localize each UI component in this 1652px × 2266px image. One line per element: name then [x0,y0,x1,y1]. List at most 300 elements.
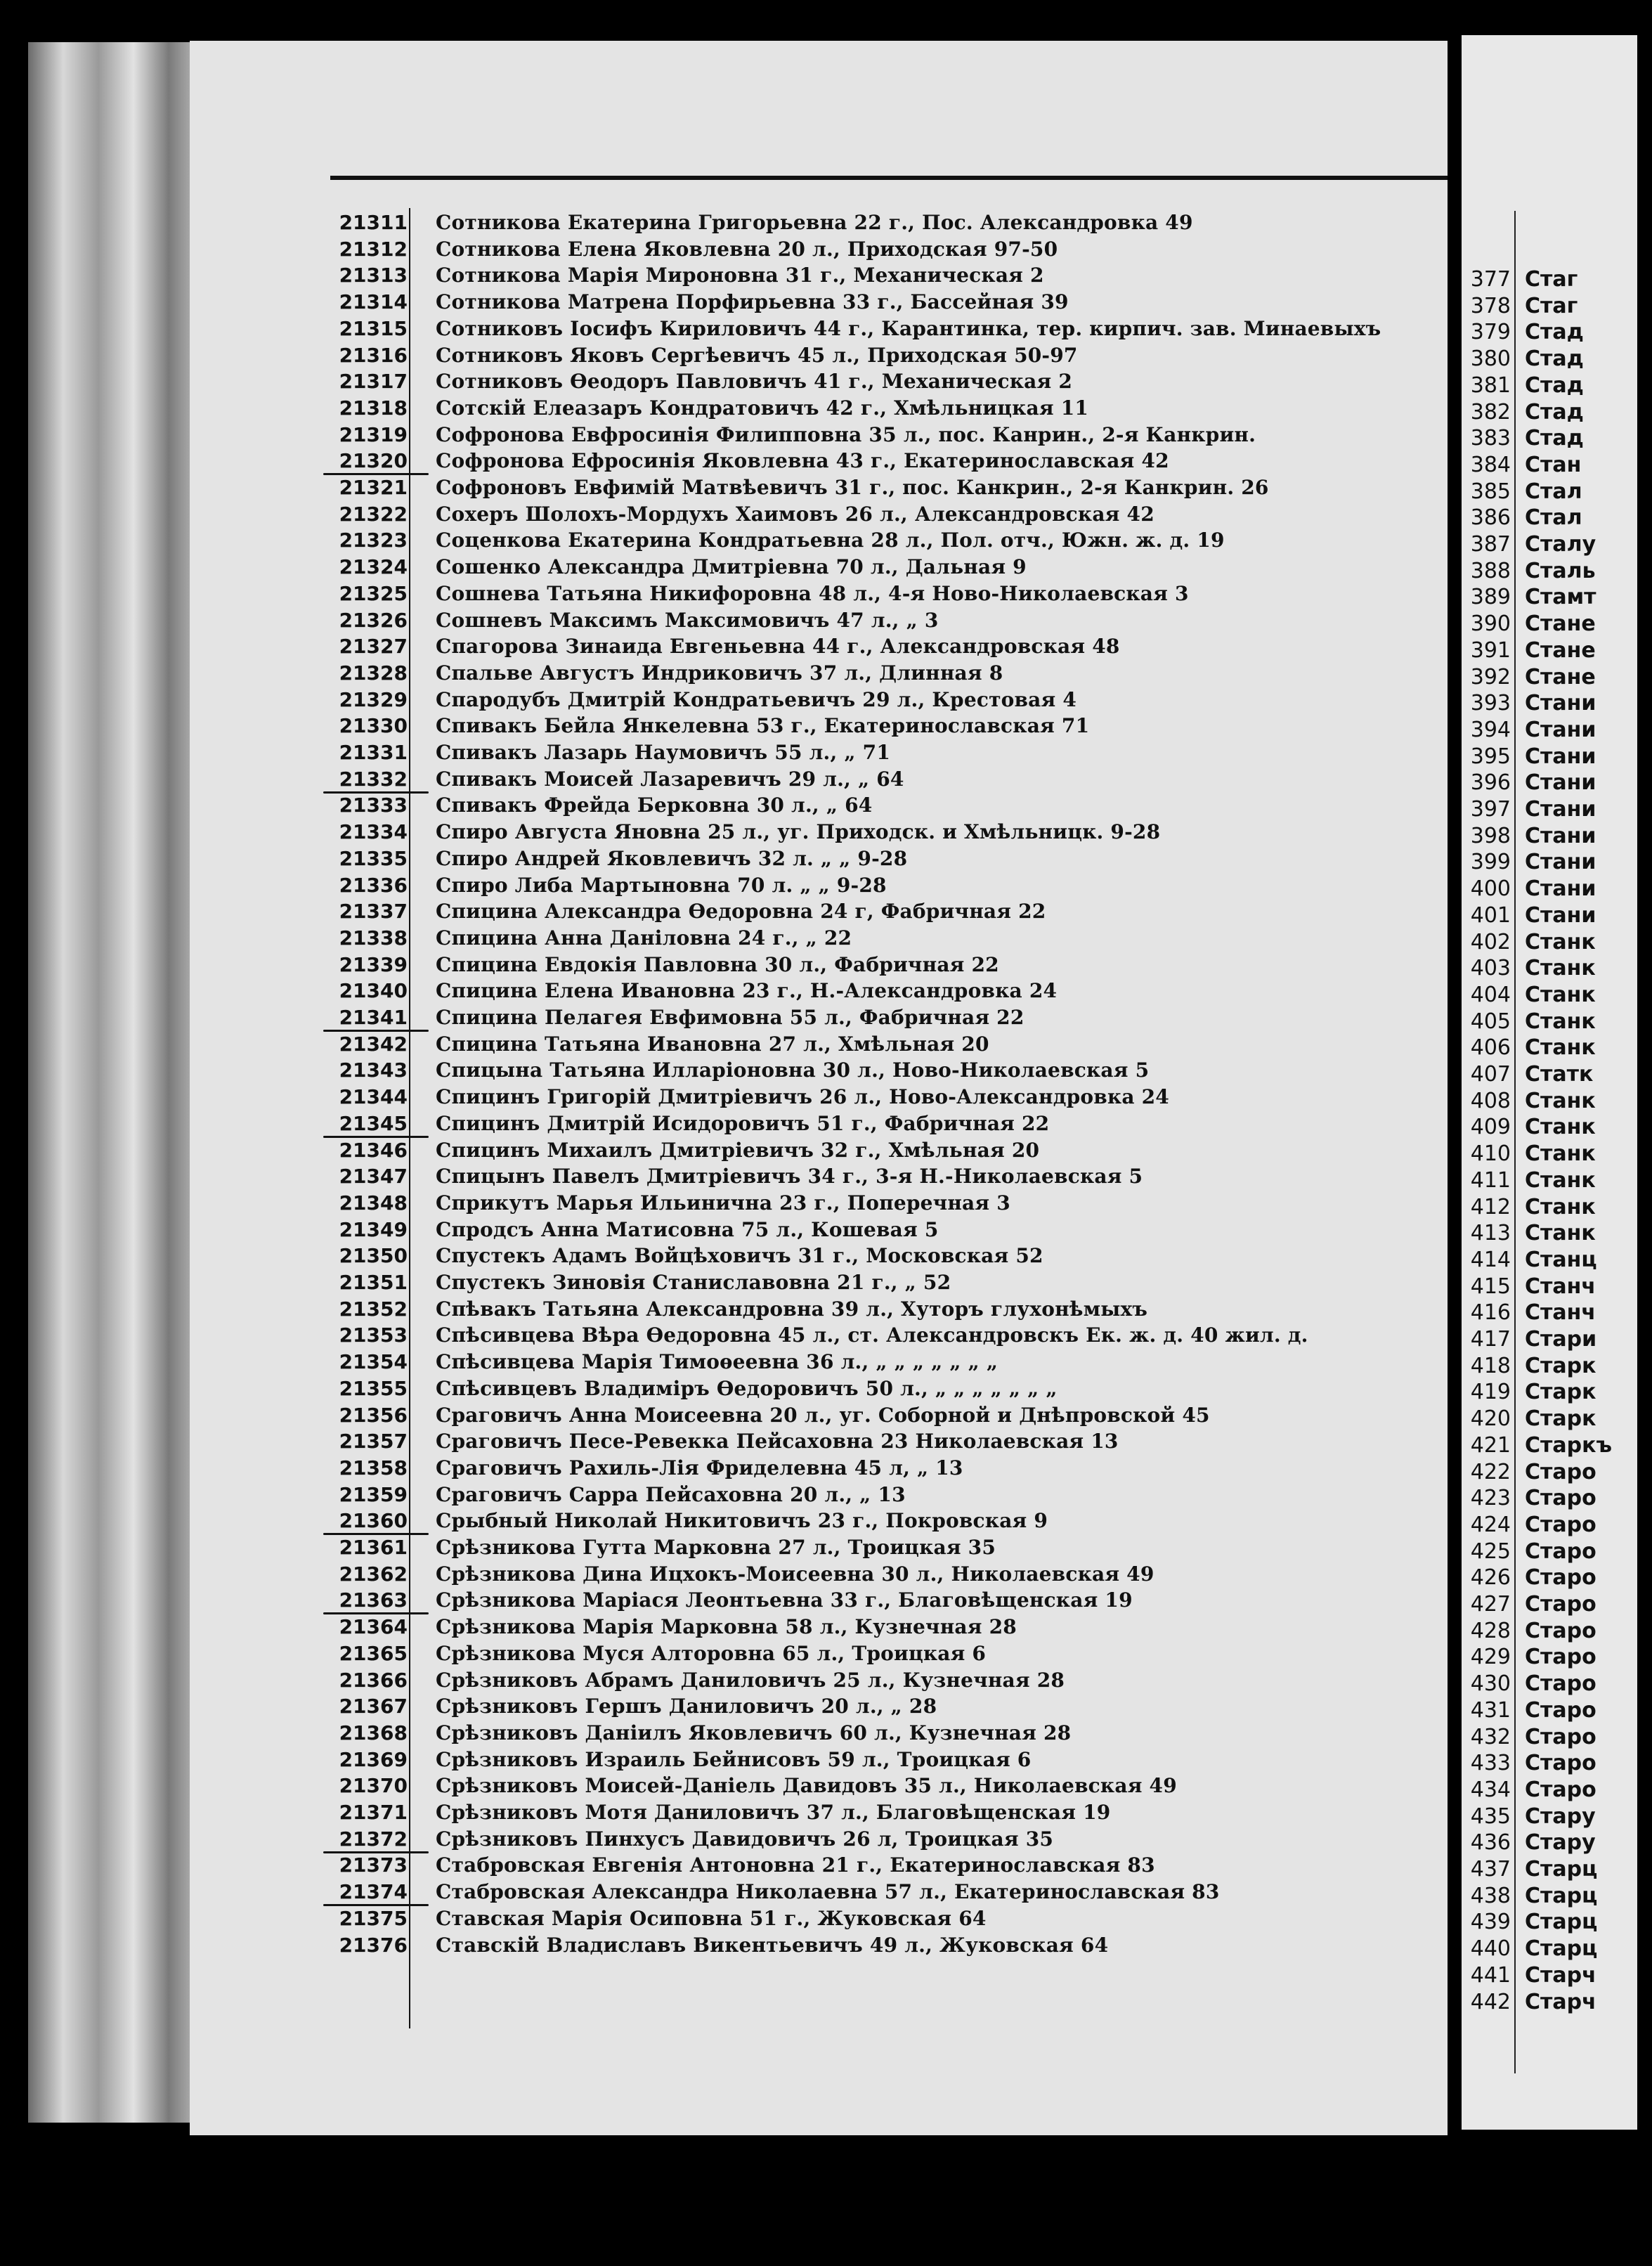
entry-number: 21358 [339,1456,408,1480]
facing-entry-number: 441 [1470,1962,1511,1988]
list-item [309,476,1448,503]
list-item [309,820,1448,847]
list-item [309,609,1448,635]
facing-page-item [1462,1486,1637,1513]
facing-entry-text: Стару [1525,1804,1596,1829]
facing-page-item [1462,1274,1637,1301]
facing-page-item [1462,453,1637,479]
facing-page-item [1462,611,1637,638]
facing-entry-text: Станк [1525,1141,1596,1167]
facing-entry-text: Старц [1525,1883,1598,1908]
list-item [309,900,1448,926]
entry-text: Сотниковъ Іосифъ Кириловичъ 44 г., Карантинка, тер. кирпич. зав. Минаевыхъ [436,316,1381,340]
entry-number: 21332 [339,767,408,791]
entry-number: 21317 [339,370,408,394]
list-item [309,1774,1448,1801]
facing-page-item [1462,294,1637,321]
facing-entry-number: 386 [1470,505,1511,531]
facing-entry-text: Старо [1525,1565,1596,1591]
facing-entry-number: 427 [1470,1592,1511,1617]
list-item [309,661,1448,688]
list-item [309,1297,1448,1324]
facing-entry-number: 442 [1470,1989,1511,2014]
facing-entry-number: 377 [1470,267,1511,292]
facing-page [1462,35,1637,2130]
entry-text: Спародубъ Дмитрій Кондратьевичъ 29 л., Крестовая 4 [436,687,1077,711]
facing-entry-number: 378 [1470,293,1511,318]
facing-entry-text: Стал [1525,505,1582,531]
entry-text: Спиро Либа Мартыновна 70 л. „ „ 9-28 [436,873,887,897]
facing-entry-number: 436 [1470,1830,1511,1856]
entry-text: Срѣзникова Дина Ицхокъ-Моисеевна 30 л., Николаевская 49 [436,1562,1155,1586]
facing-page-item [1462,1910,1637,1936]
facing-entry-number: 390 [1470,611,1511,637]
entry-number: 21341 [339,1006,408,1029]
facing-entry-number: 398 [1470,823,1511,848]
facing-page-item [1462,1513,1637,1539]
list-item [309,1323,1448,1350]
entry-number: 21353 [339,1323,408,1347]
entry-number: 21356 [339,1403,408,1427]
entry-text: Спиро Августа Яновна 25 л., уг. Приходск. и Хмѣльницк. 9-28 [436,820,1161,844]
facing-entry-text: Старо [1525,1486,1596,1511]
entry-number: 21311 [339,211,408,234]
facing-page-item [1462,532,1637,559]
list-item [309,211,1448,238]
list-item [309,1085,1448,1112]
facing-page-item [1462,691,1637,718]
entry-text: Срѣзникова Муся Алторовна 65 л., Троицкая 6 [436,1641,987,1665]
facing-page-item [1462,1830,1637,1857]
list-item [309,503,1448,529]
facing-entry-text: Старо [1525,1512,1596,1537]
entry-text: Срѣзниковъ Пинхусъ Давидовичъ 26 л, Троицкая 35 [436,1827,1054,1851]
entry-text: Спѣвакъ Татьяна Александровна 39 л., Хуторъ глухонѣмыхъ [436,1297,1148,1321]
entry-text: Сошенко Александра Дмитріевна 70 л., Дальная 9 [436,555,1027,579]
facing-entry-number: 418 [1470,1353,1511,1378]
list-item [309,1218,1448,1245]
facing-entry-number: 399 [1470,850,1511,875]
entry-number: 21330 [339,714,408,738]
facing-entry-number: 422 [1470,1459,1511,1484]
list-item [309,1058,1448,1085]
facing-entry-text: Статк [1525,1062,1594,1087]
facing-entry-number: 404 [1470,982,1511,1007]
facing-entry-text: Старо [1525,1671,1596,1697]
facing-entry-text: Стамт [1525,585,1596,610]
facing-page-item [1462,1168,1637,1195]
entry-number: 21342 [339,1032,408,1056]
facing-entry-text: Стани [1525,717,1596,742]
facing-page-item [1462,824,1637,850]
entry-text: Сошневъ Максимъ Максимовичъ 47 л., „ 3 [436,608,939,632]
facing-page-item [1462,876,1637,903]
facing-entry-number: 394 [1470,717,1511,742]
facing-page-item [1462,400,1637,427]
facing-page-item [1462,559,1637,585]
list-item [309,979,1448,1006]
entry-number: 21372 [339,1827,408,1851]
facing-page-item [1462,638,1637,665]
facing-entry-number: 429 [1470,1645,1511,1670]
list-item [309,1536,1448,1562]
list-item [309,1350,1448,1377]
entry-text: Сотникова Екатерина Григорьевна 22 г., Пос. Александровка 49 [436,211,1193,234]
facing-entry-text: Старкъ [1525,1432,1613,1458]
facing-page-item [1462,983,1637,1009]
entry-text: Сраговичъ Сарра Пейсаховна 20 л., „ 13 [436,1482,906,1506]
facing-entry-text: Стани [1525,797,1596,822]
list-item [309,1853,1448,1880]
facing-page-item [1462,1115,1637,1141]
entry-text: Софронова Ефросинія Яковлевна 43 г., Екатеринославская 42 [436,449,1169,473]
facing-entry-text: Станк [1525,982,1596,1007]
facing-entry-text: Станк [1525,1221,1596,1246]
facing-page-item [1462,585,1637,611]
facing-page-item [1462,1698,1637,1725]
facing-entry-number: 400 [1470,876,1511,902]
facing-page-item [1462,1936,1637,1963]
entry-number: 21314 [339,290,408,314]
facing-entry-text: Станк [1525,1088,1596,1113]
facing-page-item [1462,1857,1637,1884]
facing-page-item [1462,903,1637,930]
facing-entry-text: Станк [1525,1035,1596,1061]
list-item [309,1827,1448,1854]
entry-text: Сотниковъ Яковъ Сергѣевичъ 45 л., Приходская 50-97 [436,343,1078,367]
pen-underline [323,1851,429,1853]
entry-number: 21324 [339,555,408,579]
facing-entry-text: Стад [1525,399,1584,425]
entry-text: Спустекъ Зиновія Станиславовна 21 г., „ 52 [436,1271,951,1294]
entry-text: Спѣсивцева Марія Тимоѳеевна 36 л., „ „ „ „ „ „ „ [436,1350,999,1374]
facing-entry-number: 412 [1470,1194,1511,1219]
facing-entry-number: 430 [1470,1671,1511,1697]
entry-text: Ставскій Владиславъ Викентьевичъ 49 л., Жуковская 64 [436,1933,1109,1957]
facing-entry-text: Старо [1525,1592,1596,1617]
entry-number: 21337 [339,900,408,924]
facing-entry-number: 414 [1470,1247,1511,1272]
list-item [309,1165,1448,1191]
facing-entry-text: Стани [1525,823,1596,848]
entry-text: Спицина Татьяна Ивановна 27 л., Хмѣльная 20 [436,1032,989,1056]
entry-text: Софронова Евфросинія Филипповна 35 л., пос. Канрин., 2-я Канкрин. [436,422,1256,446]
facing-entry-number: 425 [1470,1539,1511,1564]
entry-number: 21362 [339,1562,408,1586]
facing-page-item [1462,797,1637,824]
facing-entry-text: Старо [1525,1645,1596,1670]
entry-text: Стабровская Евгенія Антоновна 21 г., Екатеринославская 83 [436,1853,1155,1877]
entry-text: Срѣзникова Гутта Марковна 27 л., Троицкая 35 [436,1536,996,1559]
facing-page-item [1462,956,1637,983]
entry-number: 21361 [339,1536,408,1559]
facing-page-item [1462,347,1637,373]
entry-number: 21369 [339,1747,408,1771]
pen-underline [323,473,429,475]
list-item [309,238,1448,264]
entry-number: 21375 [339,1906,408,1930]
facing-entry-text: Станц [1525,1247,1597,1272]
entry-number: 21327 [339,635,408,659]
facing-page-item [1462,665,1637,692]
entry-number: 21335 [339,846,408,870]
entry-text: Срѣзниковъ Мотя Даниловичъ 37 л., Благовѣщенская 19 [436,1801,1111,1824]
facing-entry-number: 434 [1470,1777,1511,1802]
facing-entry-text: Станч [1525,1274,1596,1299]
facing-entry-number: 402 [1470,929,1511,954]
facing-entry-text: Старч [1525,1962,1596,1988]
facing-entry-text: Старч [1525,1989,1596,2014]
facing-entry-text: Старк [1525,1380,1596,1405]
list-item [309,1456,1448,1483]
facing-entry-number: 413 [1470,1221,1511,1246]
entry-text: Спиро Андрей Яковлевичъ 32 л. „ „ 9-28 [436,846,908,870]
entry-number: 21351 [339,1271,408,1294]
facing-entry-number: 396 [1470,770,1511,796]
facing-entry-number: 389 [1470,585,1511,610]
list-item [309,688,1448,715]
facing-entry-number: 381 [1470,373,1511,398]
entry-number: 21348 [339,1191,408,1215]
entry-text: Сотниковъ Ѳеодоръ Павловичъ 41 г., Механическая 2 [436,370,1073,394]
list-item [309,1748,1448,1775]
facing-entry-text: Стад [1525,426,1584,451]
facing-entry-number: 428 [1470,1618,1511,1643]
facing-entry-text: Станк [1525,956,1596,981]
list-item [309,1907,1448,1934]
facing-page-item [1462,1354,1637,1380]
entry-number: 21325 [339,581,408,605]
entry-number: 21328 [339,661,408,685]
facing-page-item [1462,1671,1637,1698]
list-item [309,1377,1448,1404]
entry-number: 21366 [339,1668,408,1692]
facing-entry-number: 383 [1470,426,1511,451]
list-item [309,423,1448,450]
entry-number: 21364 [339,1615,408,1639]
entry-text: Сотникова Марія Мироновна 31 г., Механическая 2 [436,264,1044,287]
entry-number: 21346 [339,1138,408,1162]
facing-entry-text: Старц [1525,1910,1598,1935]
list-item [309,1191,1448,1218]
entry-number: 21355 [339,1376,408,1400]
list-item [309,635,1448,661]
facing-entry-text: Стани [1525,744,1596,769]
entry-number: 21368 [339,1721,408,1744]
facing-page-item [1462,267,1637,294]
facing-page-item [1462,1460,1637,1487]
facing-entry-number: 415 [1470,1274,1511,1299]
entry-text: Спицина Пелагея Евфимовна 55 л., Фабричная 22 [436,1006,1025,1029]
list-item [309,1615,1448,1642]
entry-number: 21333 [339,794,408,817]
list-item [309,396,1448,423]
entry-text: Спицина Анна Даніловна 24 г., „ 22 [436,926,852,950]
pen-underline [323,1136,429,1138]
entry-text: Срѣзниковъ Даніилъ Яковлевичъ 60 л., Кузнечная 28 [436,1721,1072,1744]
list-item [309,344,1448,370]
entry-text: Сраговичъ Рахиль-Лія Фриделевна 45 л, „ 13 [436,1456,963,1480]
facing-entry-text: Старо [1525,1724,1596,1749]
facing-entry-number: 411 [1470,1167,1511,1193]
pen-underline [323,1612,429,1614]
facing-entry-number: 420 [1470,1406,1511,1432]
facing-entry-text: Стад [1525,320,1584,345]
entry-text: Срыбный Николай Никитовичъ 23 г., Покровская 9 [436,1509,1048,1533]
entry-text: Спицина Александра Ѳедоровна 24 г, Фабричная 22 [436,900,1046,924]
facing-entry-number: 433 [1470,1751,1511,1776]
entry-text: Спицинъ Михаилъ Дмитріевичъ 32 г., Хмѣльная 20 [436,1138,1040,1162]
entry-text: Спицина Елена Ивановна 23 г., Н.-Александровка 24 [436,979,1058,1003]
facing-page-item [1462,1380,1637,1406]
facing-entry-text: Стане [1525,664,1596,689]
entry-number: 21352 [339,1297,408,1321]
facing-entry-number: 431 [1470,1697,1511,1723]
list-item [309,847,1448,874]
facing-page-item [1462,1963,1637,1990]
facing-entry-text: Старк [1525,1406,1596,1432]
entry-text: Спицинъ Дмитрій Исидоровичъ 51 г., Фабричная 22 [436,1111,1050,1135]
entry-text: Срѣзниковъ Израиль Бейнисовъ 59 л., Троицкая 6 [436,1747,1032,1771]
entry-number: 21371 [339,1801,408,1824]
facing-entry-text: Старо [1525,1539,1596,1564]
facing-entry-number: 388 [1470,558,1511,583]
entry-text: Спицынъ Павелъ Дмитріевичъ 34 г., 3-я Н.-Николаевская 5 [436,1165,1143,1189]
entry-number: 21312 [339,237,408,261]
list-item [309,1271,1448,1297]
entry-text: Срѣзниковъ Гершъ Даниловичъ 20 л., „ 28 [436,1695,937,1718]
entry-text: Сраговичъ Анна Моисеевна 20 л., уг. Соборной и Днѣпровской 45 [436,1403,1210,1427]
facing-entry-number: 397 [1470,797,1511,822]
facing-entry-text: Стад [1525,373,1584,398]
entry-text: Спѣсивцева Вѣра Ѳедоровна 45 л., ст. Александровскъ Ек. ж. д. 40 жил. д. [436,1323,1308,1347]
facing-page-item [1462,1990,1637,2016]
facing-page-item [1462,1062,1637,1089]
entry-text: Спицына Татьяна Илларіоновна 30 л., Ново-Николаевская 5 [436,1058,1150,1082]
entry-text: Софроновъ Евфимій Матвѣевичъ 31 г., пос. Канкрин., 2-я Канкрин. 26 [436,476,1269,499]
facing-page-item [1462,1406,1637,1433]
list-item [309,264,1448,290]
facing-entry-number: 424 [1470,1512,1511,1537]
facing-page-item [1462,1884,1637,1910]
entry-text: Спивакъ Фрейда Берковна 30 л., „ 64 [436,794,873,817]
facing-entry-number: 423 [1470,1486,1511,1511]
list-item [309,582,1448,609]
entry-number: 21318 [339,396,408,420]
entry-text: Сраговичъ Песе-Ревекка Пейсаховна 23 Николаевская 13 [436,1430,1119,1454]
facing-page-item [1462,505,1637,532]
list-item [309,1801,1448,1827]
list-item [309,1588,1448,1615]
facing-entry-text: Станк [1525,1009,1596,1034]
facing-entry-text: Сталь [1525,558,1596,583]
list-item [309,1244,1448,1271]
facing-entry-text: Станк [1525,929,1596,954]
list-item [309,1562,1448,1589]
facing-page-item [1462,770,1637,797]
pen-underline [323,1030,429,1032]
entry-number: 21319 [339,422,408,446]
facing-page-item [1462,1433,1637,1460]
entry-number: 21316 [339,343,408,367]
entry-number: 21373 [339,1853,408,1877]
facing-page-item [1462,1141,1637,1168]
facing-entry-text: Старо [1525,1459,1596,1484]
entry-text: Сотскій Елеазаръ Кондратовичъ 42 г., Хмѣльницкая 11 [436,396,1089,420]
entry-text: Сприкутъ Марья Ильинична 23 г., Поперечная 3 [436,1191,1010,1215]
list-item [309,1669,1448,1695]
facing-entry-number: 419 [1470,1380,1511,1405]
entry-number: 21344 [339,1085,408,1109]
entry-number: 21376 [339,1933,408,1957]
entry-number: 21345 [339,1111,408,1135]
list-item [309,1112,1448,1139]
entry-text: Сохеръ Шолохъ-Мордухъ Хаимовъ 26 л., Александровская 42 [436,502,1155,526]
entry-text: Соценкова Екатерина Кондратьевна 28 л., Пол. отч., Южн. ж. д. 19 [436,529,1225,552]
facing-page-item [1462,1804,1637,1831]
entry-text: Спицинъ Григорій Дмитріевичъ 26 л., Ново-Александровка 24 [436,1085,1169,1109]
entry-number: 21350 [339,1244,408,1268]
entry-text: Спальве Августъ Индриковичъ 37 л., Длинная 8 [436,661,1003,685]
entry-number: 21315 [339,316,408,340]
list-item [309,1695,1448,1721]
facing-entry-text: Старо [1525,1777,1596,1802]
entry-text: Спродсъ Анна Матисовна 75 л., Кошевая 5 [436,1217,939,1241]
facing-entry-number: 395 [1470,744,1511,769]
entry-text: Срѣзникова Маріася Леонтьевна 33 г., Благовѣщенская 19 [436,1588,1133,1612]
list-item [309,874,1448,900]
facing-entry-number: 405 [1470,1009,1511,1034]
facing-entry-text: Стани [1525,876,1596,902]
facing-entry-text: Стари [1525,1327,1597,1352]
facing-page-item [1462,1221,1637,1248]
entry-number: 21340 [339,979,408,1003]
facing-page-item [1462,850,1637,876]
entry-number: 21322 [339,502,408,526]
entry-number: 21349 [339,1217,408,1241]
pen-underline [323,1904,429,1906]
entry-number: 21331 [339,741,408,764]
list-item [309,1032,1448,1059]
entry-number: 21339 [339,952,408,976]
list-item [309,768,1448,794]
facing-entry-text: Стал [1525,479,1582,504]
entry-text: Спицина Евдокія Павловна 30 л., Фабричная 22 [436,952,999,976]
facing-page-item [1462,373,1637,400]
list-item [309,1404,1448,1430]
list-item [309,741,1448,768]
facing-entry-text: Станк [1525,1167,1596,1193]
facing-entry-text: Стане [1525,611,1596,637]
entry-number: 21359 [339,1482,408,1506]
entry-number: 21323 [339,529,408,552]
list-item [309,1880,1448,1907]
facing-entry-text: Станк [1525,1115,1596,1140]
facing-entry-number: 435 [1470,1804,1511,1829]
entry-number: 21320 [339,449,408,473]
entry-text: Спѣсивцевъ Владиміръ Ѳедоровичъ 50 л., „ „ „ „ „ „ „ [436,1376,1058,1400]
list-item [309,370,1448,396]
entry-text: Спивакъ Лазарь Наумовичъ 55 л., „ 71 [436,741,891,764]
entry-number: 21354 [339,1350,408,1374]
facing-page-item [1462,1300,1637,1327]
facing-entry-text: Станч [1525,1300,1596,1326]
facing-entry-number: 406 [1470,1035,1511,1061]
facing-entry-number: 392 [1470,664,1511,689]
facing-entry-text: Старо [1525,1618,1596,1643]
facing-page-item [1462,744,1637,771]
entry-number: 21343 [339,1058,408,1082]
